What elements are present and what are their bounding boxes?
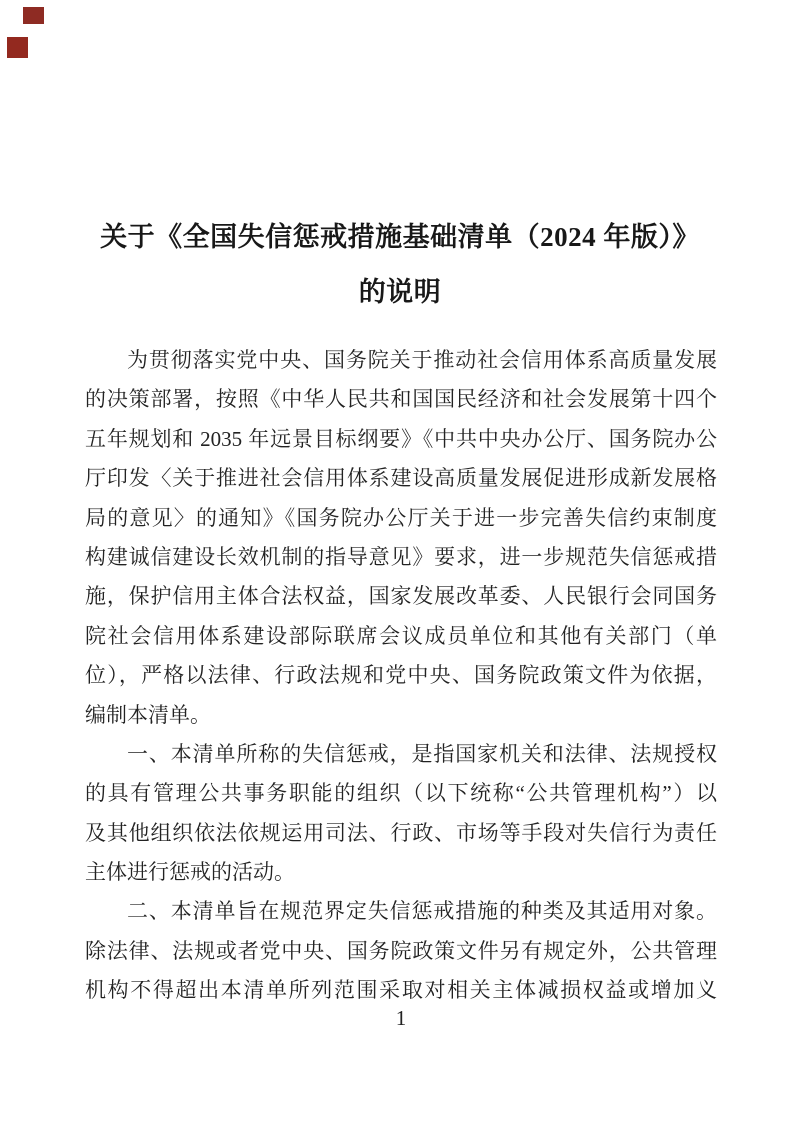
red-stamp-fragment-icon — [23, 7, 44, 24]
body-line: 位），严格以法律、行政法规和党中央、国务院政策文件为依据， — [85, 663, 717, 688]
body-line: 的具有管理公共事务职能的组织（以下统称“公共管理机构”）以 — [85, 781, 717, 806]
document-title-line-2: 的说明 — [358, 277, 442, 307]
body-line: 机构不得超出本清单所列范围采取对相关主体减损权益或增加义 — [85, 978, 717, 1003]
body-line: 五年规划和 2035 年远景目标纲要》《中共中央办公厅、国务院办公 — [85, 426, 717, 451]
body-line: 厅印发〈关于推进社会信用体系建设高质量发展促进形成新发展格 — [85, 466, 717, 491]
document-title-line-1: 关于《全国失信惩戒措施基础清单（2024 年版）》 — [100, 222, 700, 252]
body-line: 构建诚信建设长效机制的指导意见》要求，进一步规范失信惩戒措 — [85, 544, 717, 569]
document-body — [85, 341, 717, 1011]
page-number: 1 — [395, 1006, 407, 1030]
body-line: 施，保护信用主体合法权益，国家发展改革委、人民银行会同国务 — [85, 584, 717, 609]
red-stamp-fragment-icon — [7, 37, 28, 58]
paragraph-3 — [85, 892, 717, 1010]
body-line: 为贯彻落实党中央、国务院关于推动社会信用体系高质量发展 — [127, 348, 717, 372]
body-line: 一、本清单所称的失信惩戒，是指国家机关和法律、法规授权 — [127, 741, 717, 766]
body-line: 局的意见〉的通知》《国务院办公厅关于进一步完善失信约束制度 — [85, 505, 717, 530]
body-line: 的决策部署，按照《中华人民共和国国民经济和社会发展第十四个 — [85, 387, 717, 412]
body-line: 编制本清单。 — [85, 702, 211, 727]
body-line: 二、本清单旨在规范界定失信惩戒措施的种类及其适用对象。 — [127, 899, 717, 924]
paragraph-1 — [85, 341, 717, 735]
document-title — [84, 210, 716, 320]
body-line: 除法律、法规或者党中央、国务院政策文件另有规定外，公共管理 — [85, 938, 717, 963]
body-line: 及其他组织依法依规运用司法、行政、市场等手段对失信行为责任 — [85, 820, 717, 845]
body-line: 主体进行惩戒的活动。 — [85, 860, 295, 885]
body-line: 院社会信用体系建设部际联席会议成员单位和其他有关部门（单 — [85, 623, 717, 648]
paragraph-2 — [85, 735, 717, 893]
